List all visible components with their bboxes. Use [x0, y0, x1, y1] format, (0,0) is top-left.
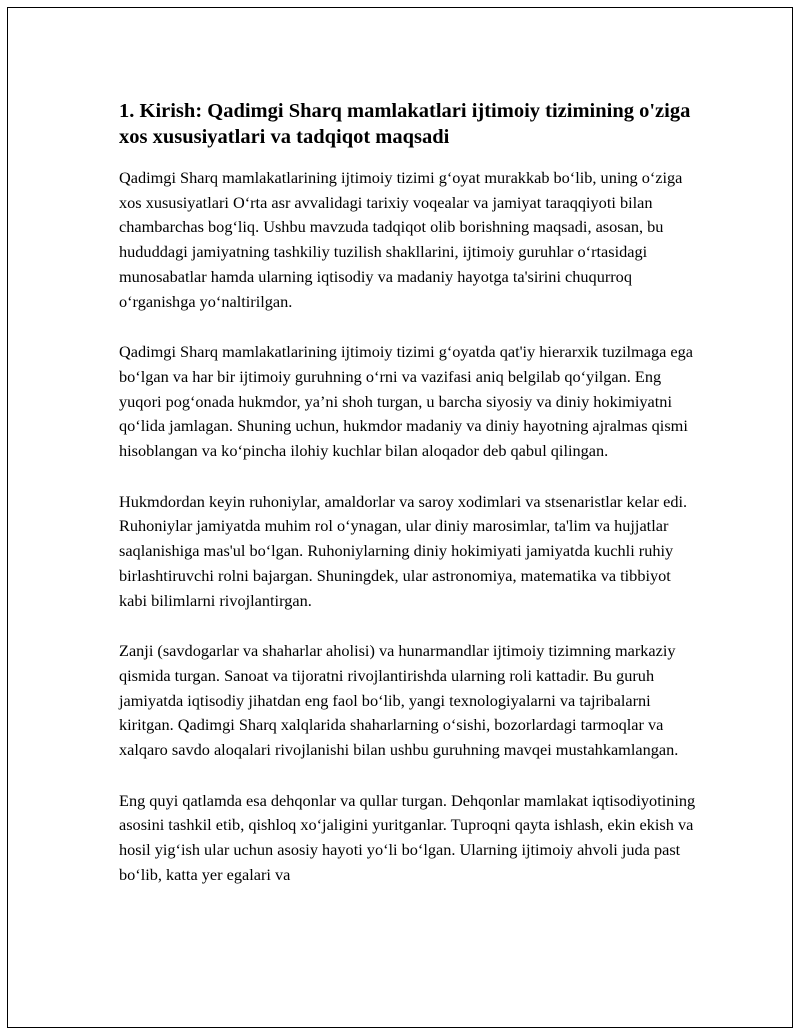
paragraph: Hukmdordan keyin ruhoniylar, amaldorlar va saroy xodimlari va stsenaristlar kelar edi. Ruhoniylar jamiyatda muhim rol o‘ynagan, ular diniy marosimlar, ta'lim va hujjatlar saqlanishiga mas'ul bo‘lgan. Ruhoniylarning diniy hokimiyati jamiyatda kuchli ruhiy birlashtiruvchi rolni bajargan. Shuningdek, ular astronomiya, matematika va tibbiyot kabi bilimlarni rivojlantirgan.	[119, 491, 688, 610]
paragraph: Zanji (savdogarlar va shaharlar aholisi) va hunarmandlar ijtimoiy tizimning markaziy qismida turgan. Sanoat va tijoratni rivojlantirishda ularning roli kattadir. Bu guruh jamiyatda iqtisodiy jihatdan eng faol bo‘lib, yangi texnologiyalarni va tajribalarni kiritgan. Qadimgi Sharq xalqlarida shaharlarning o‘sishi, bozorlardagi tarmoqlar va xalqaro savdo aloqalari rivojlanishi bilan ushbu guruhning mavqei mustahkamlangan.	[119, 641, 679, 760]
document-page	[7, 7, 793, 1028]
paragraph: Qadimgi Sharq mamlakatlarining ijtimoiy tizimi g‘oyatda qat'iy hierarxik tuzilmaga ega bo‘lgan va har bir ijtimoiy guruhning o‘rni va vazifasi aniq belgilab qo‘yilgan. Eng yuqori pog‘onada hukmdor, ya’ni shoh turgan, u barcha siyosiy va diniy hokimiyatni qo‘lida jamlagan. Shuning uchun, hukmdor madaniy va diniy hayotning ajralmas qismi hisoblangan va ko‘pincha ilohiy kuchlar bilan aloqador deb qabul qilingan.	[119, 342, 693, 461]
paragraph: Eng quyi qatlamda esa dehqonlar va qullar turgan. Dehqonlar mamlakat iqtisodiyotining asosini tashkil etib, qishloq xo‘jaligini yuritganlar. Tuproqni qayta ishlash, ekin ekish va hosil yig‘ish ular uchun asosiy hayoti yo‘li bo‘lgan. Ularning ijtimoiy ahvoli juda past bo‘lib, katta yer egalari va	[119, 790, 696, 884]
document-content	[119, 98, 699, 914]
paragraph: Qadimgi Sharq mamlakatlarining ijtimoiy tizimi g‘oyat murakkab bo‘lib, uning o‘ziga xos xususiyatlari O‘rta asr avvalidagi tarixiy voqealar va jamiyat taraqqiyoti bilan chambarchas bog‘liq. Ushbu mavzuda tadqiqot olib borishning maqsadi, asosan, bu hududdagi jamiyatning tashkiliy tuzilish shakllarini, ijtimoiy guruhlar o‘rtasidagi munosabatlar hamda ularning iqtisodiy va madaniy hayotga ta'sirini chuqurroq o‘rganishga yo‘naltirilgan.	[119, 168, 683, 311]
section-heading: 1. Kirish: Qadimgi Sharq mamlakatlari ijtimoiy tizimining o'ziga xos xususiyatlari va tadqiqot maqsadi	[119, 100, 691, 148]
